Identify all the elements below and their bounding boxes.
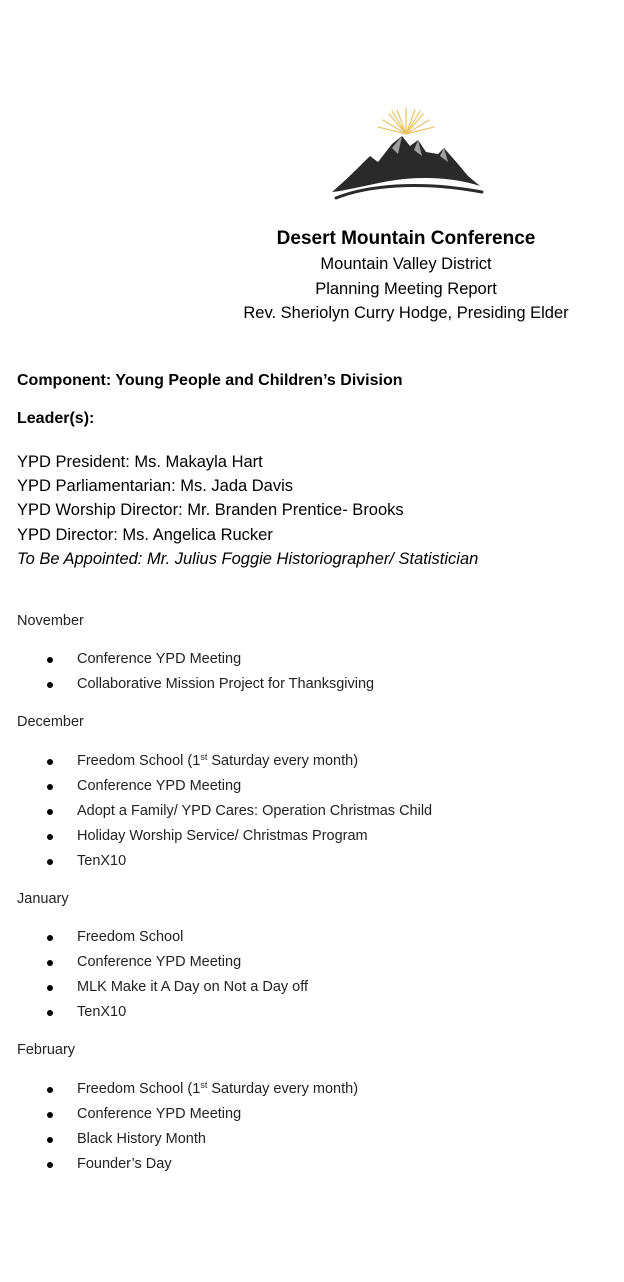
bullet-icon <box>47 1087 53 1093</box>
list-item <box>0 1000 620 1025</box>
bullet-icon <box>47 1010 53 1016</box>
item-text: MLK Make it A Day on Not a Day off <box>77 979 309 995</box>
ordinal-suffix: st <box>200 1080 208 1090</box>
component-heading: Component: Young People and Children’s Division <box>17 372 403 389</box>
january-list <box>0 925 620 1025</box>
item-text: Freedom School (1 <box>77 753 201 769</box>
leader-line: YPD Worship Director: Mr. Branden Prentice- Brooks <box>17 501 404 520</box>
list-item <box>0 1077 620 1102</box>
report-header <box>200 226 612 326</box>
list-item <box>0 672 620 697</box>
bullet-icon <box>47 960 53 966</box>
list-item <box>0 925 620 950</box>
list-item <box>0 1152 620 1177</box>
leader-line: YPD Parliamentarian: Ms. Jada Davis <box>17 477 294 496</box>
list-item <box>0 975 620 1000</box>
item-text: Conference YPD Meeting <box>77 778 242 794</box>
list-item <box>0 1102 620 1127</box>
leaders-list <box>17 450 617 571</box>
bullet-icon <box>47 985 53 991</box>
ordinal-suffix: st <box>200 752 208 762</box>
item-text: TenX10 <box>77 853 127 869</box>
item-text: Conference YPD Meeting <box>77 651 242 667</box>
item-text: Black History Month <box>77 1131 206 1147</box>
report-title: Planning Meeting Report <box>315 279 497 298</box>
bullet-icon <box>47 809 53 815</box>
list-item <box>0 849 620 874</box>
leader-line: YPD Director: Ms. Angelica Rucker <box>17 525 273 544</box>
item-text: Conference YPD Meeting <box>77 1106 242 1122</box>
district-name: Mountain Valley District <box>320 255 492 273</box>
list-item <box>0 799 620 824</box>
february-list <box>0 1077 620 1177</box>
item-text: Collaborative Mission Project for Thanksgiving <box>77 676 375 692</box>
item-text-continued: Saturday every month) <box>207 1081 359 1097</box>
conference-name: Desert Mountain Conference <box>276 228 536 249</box>
item-text: Holiday Worship Service/ Christmas Program <box>77 828 368 844</box>
november-list <box>0 647 620 697</box>
bullet-icon <box>47 759 53 765</box>
month-heading-december: December <box>17 714 84 730</box>
bullet-icon <box>47 1137 53 1143</box>
leaders-label: Leader(s): <box>17 410 95 427</box>
list-item <box>0 1127 620 1152</box>
bullet-icon <box>47 682 53 688</box>
item-text: Freedom School (1 <box>77 1081 201 1097</box>
to-be-appointed: To Be Appointed: Mr. Julius Foggie Historiographer/ Statistician <box>17 549 479 568</box>
item-text: Adopt a Family/ YPD Cares: Operation Christmas Child <box>77 803 433 819</box>
bullet-icon <box>47 1162 53 1168</box>
item-text: TenX10 <box>77 1004 127 1020</box>
item-text-continued: Saturday every month) <box>207 753 359 769</box>
list-item <box>0 749 620 774</box>
leader-line: YPD President: Ms. Makayla Hart <box>17 453 263 471</box>
presiding-elder: Rev. Sheriolyn Curry Hodge, Presiding Elder <box>243 304 569 322</box>
bullet-icon <box>47 657 53 663</box>
bullet-icon <box>47 859 53 865</box>
list-item <box>0 774 620 799</box>
list-item <box>0 824 620 849</box>
bullet-icon <box>47 834 53 840</box>
list-item <box>0 950 620 975</box>
list-item <box>0 647 620 672</box>
item-text: Freedom School <box>77 929 184 945</box>
mountain-logo-icon <box>326 104 486 204</box>
bullet-icon <box>47 935 53 941</box>
bullet-icon <box>47 1112 53 1118</box>
month-heading-november: November <box>17 613 84 629</box>
december-list <box>0 749 620 874</box>
item-text: Founder’s Day <box>77 1156 172 1172</box>
bullet-icon <box>47 784 53 790</box>
item-text: Conference YPD Meeting <box>77 954 242 970</box>
month-heading-february: February <box>17 1042 76 1058</box>
month-heading-january: January <box>17 891 69 907</box>
